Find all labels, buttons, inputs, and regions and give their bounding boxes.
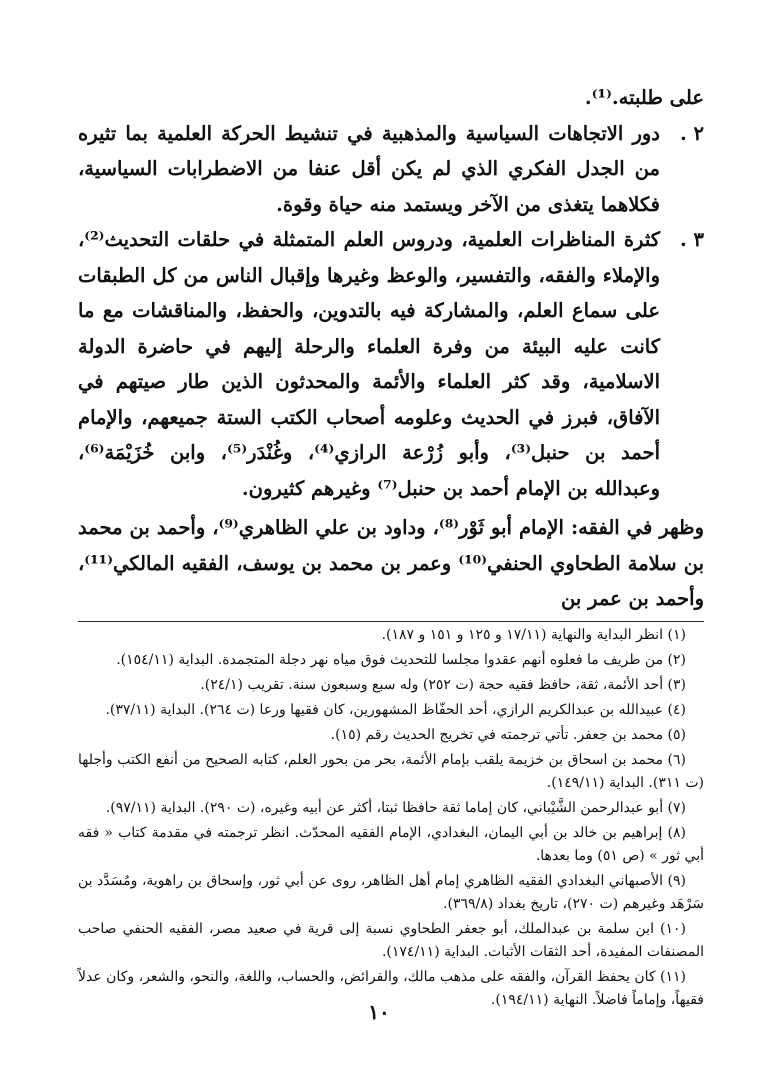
footnote-10: (١٠) ابن سلمة بن عبدالملك، أبو جعفر الطحاوي نسبة إلى قرية في صعيد مصر، الفقيه الحنفي صاحب المصنفات المفيدة، أحد الثقات الأثبات. البداية (١٧٤/١١). [78,920,704,960]
list-item-2 [78,116,704,223]
footnote-9: (٩) الأصبهاني البغدادي الفقيه الظاهري إمام أهل الظاهر، روى عن أبي ثور، وإسحاق بن راهوية، ومُسَدَّد بن سَرْهَد وغيرهم (ت ٢٧٠)، تاريخ بغداد (٣٦٩/٨). [78,872,704,912]
footnote-8: (٨) إبراهيم بن خالد بن أبي اليمان، البغدادي، الإمام الفقيه المحدّث. انظر ترجمته في مقدمة كتاب « فقه أبي ثور » (ص ٥١) وما بعدها. [78,824,704,864]
page-content [78,80,704,1014]
item-text: كثرة المناظرات العلمية، ودروس العلم المتمثلة في حلقات التحديث⁽²⁾، والإملاء والفقه، والتفسير، والوعظ وغيرها وإقبال الناس من كل الطبقات على سماع العلم، والمشاركة فيه بالتدوين، والحفظ، والمناقشات مع ما كانت عليه البيئة من وفرة العلماء والرحلة إليهم في حاضرة الدولة الاسلامية، وقد كثر العلماء والأئمة والمحدثون الذين طار صيتهم في الآفاق، فبرز في الحديث وعلومه أصحاب الكتب الستة جميعهم، والإمام أحمد بن حنبل⁽³⁾، وأبو زُرْعة الرازي⁽⁴⁾، وغُنْدَر⁽⁵⁾، وابن خُزَيْمَة⁽⁶⁾، وعبدالله بن الإمام أحمد بن حنبل⁽⁷⁾ وغيرهم كثيرون. [78,228,660,500]
footnote-6: (٦) محمد بن اسحاق بن خزيمة يلقب بإمام الأئمة، بحر من بحور العلم، كتابه الصحيح من أنفع الكتب وأجلها (ت ٣١١). البداية (١٤٩/١١). [78,751,704,791]
page-number: ١٠ [368,1000,390,1024]
footnote-11: (١١) كان يحفظ القرآن، والفقه على مذهب مالك، والفرائض، والحساب، واللغة، والنحو، والشعر، وكان عدلاً فقيهاً، وإماماً فاضلاً. النهاية (١٩٤/١١). [78,968,704,1008]
footnote-2: (٢) من طريف ما فعلوه أنهم عقدوا مجلسا للتحديث فوق مياه نهر دجلة المتجمدة. البداية (١٥٤/١١). [116,651,686,668]
list-item-3 [78,222,704,506]
main-text [78,80,704,617]
footnote-5: (٥) محمد بن جعفر. تأتي ترجمته في تخريج الحديث رقم (١٥). [330,726,686,743]
footnote-4: (٤) عبيدالله بن عبدالكريم الرازي، أحد الحفّاظ المشهورين، كان فقيها ورعا (ت ٢٦٤). البداية (٣٧/١١). [105,701,686,718]
item-number: ٣ . [679,228,704,251]
footnote-1: (١) انظر البداية والنهاية (١٧/١١ و ١٢٥ و ١٥١ و ١٨٧). [381,626,686,643]
continuation-line: على طلبته.⁽¹⁾. [584,86,704,109]
footnote-7: (٧) أبو عبدالرحمن الشَّيْباني، كان إماما ثقة حافظا ثبتا، أكثر عن أبيه وغيره، (ت ٢٩٠). البداية (٩٧/١١). [105,799,686,816]
item-number: ٢ . [679,121,704,145]
closing-paragraph: وظهر في الفقه: الإمام أبو ثَوْر⁽⁸⁾، وداود بن علي الظاهري⁽⁹⁾، وأحمد بن محمد بن سلامة الطحاوي الحنفي⁽¹⁰⁾ وعمر بن محمد بن يوسف، الفقيه المالكي⁽¹¹⁾، وأحمد بن عمر بن [78,516,704,610]
footnote-3: (٣) أحد الأئمة، ثقة، حافظ فقيه حجة (ت ٢٥٢) وله سبع وسبعون سنة. تقريب (٢٤/١). [200,676,686,693]
footnote-separator [78,621,704,622]
item-text: دور الاتجاهات السياسية والمذهبية في تنشيط الحركة العلمية بما تثيره من الجدل الفكري الذي لم يكن أقل عنفا من الاضطرابات السياسية، فكلاهما يتغذى من الآخر ويستمد منه حياة وقوة. [78,121,660,216]
footnotes [78,624,704,1012]
